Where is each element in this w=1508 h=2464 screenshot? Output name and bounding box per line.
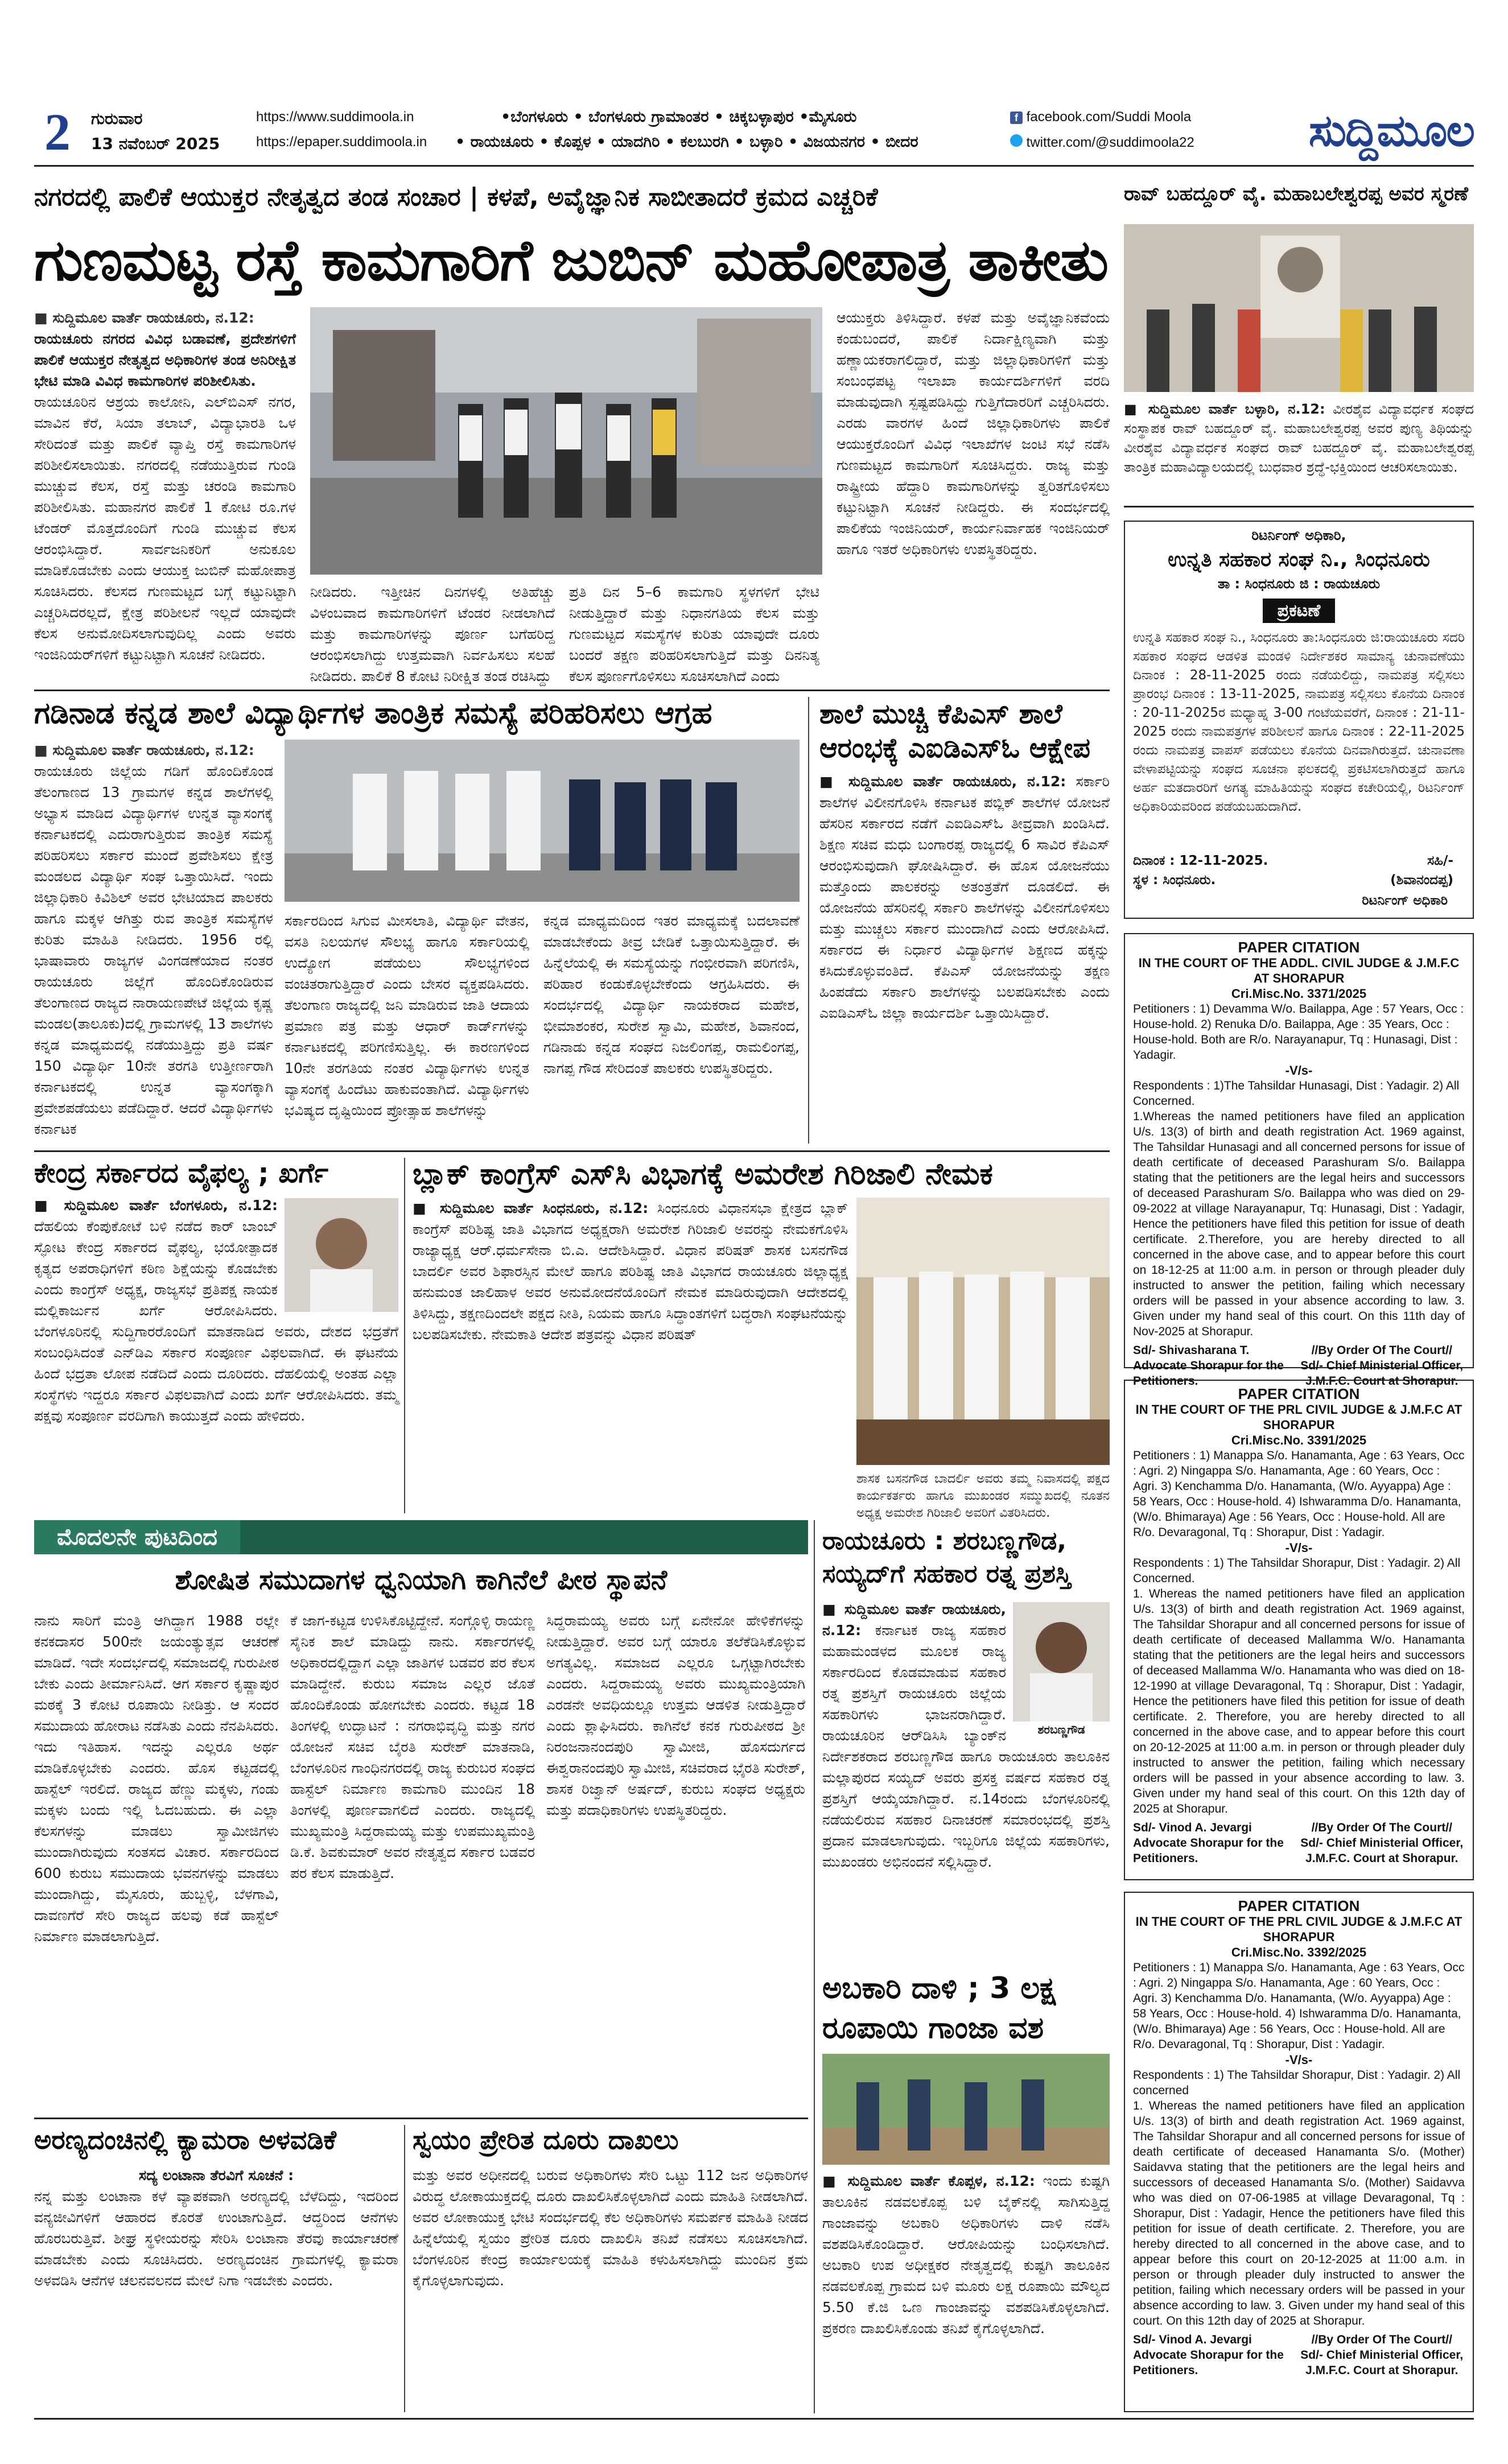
section-banner (34, 1520, 808, 1554)
citation-sign-right: //By Order Of The Court// Sd/- Chief Ministerial Officer, J.M.F.C. Court at Shorapur. (1300, 2333, 1464, 2377)
forest-subhead: ಸದ್ಯ ಲಂಟಾನಾ ತೆರವಿಗೆ ಸೂಚನೆ : (138, 2167, 294, 2184)
lead-byline: ■ ಸುದ್ದಿಮೂಲ ವಾರ್ತೆ ರಾಯಚೂರು, ನ.12: (34, 309, 254, 326)
gadinada-byline: ■ ಸುದ್ದಿಮೂಲ ವಾರ್ತೆ ರಾಯಚೂರು, ನ.12: (34, 742, 254, 758)
congress-column-rule (404, 1158, 405, 1513)
award-photo (1013, 1602, 1110, 1722)
ganja-text: ■ ಸುದ್ದಿಮೂಲ ವಾರ್ತೆ ಕೊಪ್ಪಳ, ನ.12: ಇಂದು ಕುಷ್ಟಗಿ ತಾಲೂಕಿನ ನಡವಲಕೊಪ್ಪ ಬಳಿ ಬೈಕ್‌ನಲ್ಲಿ ಸಾಗಿಸುತ್ತಿದ್ದ ಗಾಂಜಾವನ್ನು ಅಬಕಾರಿ ಅಧಿಕಾರಿಗಳು ದಾಳಿ ನಡೆಸಿ ವಶಪಡಿಸಿಕೊಂಡಿದ್ದಾರೆ. ಆರೋಪಿಯನ್ನು ಬಂಧಿಸಲಾಗಿದೆ. ಅಬಕಾರಿ ಉಪ ಅಧೀಕ್ಷಕರ ನೇತೃತ್ವದಲ್ಲಿ ಕುಷ್ಟಗಿ ತಾಲೂಕಿನ ನಡವಲಕೊಪ್ಪ ಗ್ರಾಮದ ಬಳಿ ಮೂರು ಲಕ್ಷ ರೂಪಾಯಿ ಮೌಲ್ಯದ 5.50 ಕೆ.ಜಿ ಒಣ ಗಾಂಜಾವನ್ನು ವಶಪಡಿಸಿಕೊಳ್ಳಲಾಗಿದೆ. ಪ್ರಕರಣ ದಾಖಲಿಸಿಕೊಂಡು ತನಿಖೆ ಕೈಗೊಳ್ಳಲಾಗಿದೆ. (822, 2173, 1110, 2337)
lead-column-1 (34, 307, 296, 683)
shoshita-column-3: ಸಿದ್ದರಾಮಯ್ಯ ಅವರು ಬಗ್ಗೆ ಏನೇನೋ ಹೇಳಿಕೆಗಳನ್ನು ನೀಡುತ್ತಿದ್ದಾರೆ. ಅವರ ಬಗ್ಗೆ ಯಾರೂ ತಲೆಕೆಡಿಸಿಕೊಳ್ಳುವ ಅಗತ್ಯವಿಲ್ಲ. ಸಮಾಜದ ಎಲ್ಲರೂ ಒಗ್ಗಟ್ಟಾಗಿರಬೇಕು ಎಂದರು. ಸಿದ್ದರಾಮಯ್ಯ ಅವರು ಮುಖ್ಯಮಂತ್ರಿಯಾಗಿ ಎರಡನೇ ಅವಧಿಯಲ್ಲೂ ಉತ್ತಮ ಆಡಳಿತ ನೀಡುತ್ತಿದ್ದಾರೆ ಎಂದು ಶ್ಲಾಘಿಸಿದರು. ಕಾಗಿನೆಲೆ ಕನಕ ಗುರುಪೀಠದ ಶ್ರೀ ನಿರಂಜನಾನಂದಪುರಿ ಸ್ವಾಮೀಜಿ, ಹೊಸದುರ್ಗದ ಈಶ್ವರಾನಂದಪುರಿ ಸ್ವಾಮೀಜಿ, ಸಚಿವರಾದ ಭೈರತಿ ಸುರೇಶ್, ಶಾಸಕ ರಿಜ್ವಾನ್ ಅರ್ಷದ್, ಕುರುಬ ಸಂಘದ ಅಧ್ಯಕ್ಷರು ಮತ್ತು ಪದಾಧಿಕಾರಿಗಳು ಉಪಸ್ಥಿತರಿದ್ದರು. (546, 1612, 805, 1818)
ganja-byline: ■ ಸುದ್ದಿಮೂಲ ವಾರ್ತೆ ಕೊಪ್ಪಳ, ನ.12: (822, 2173, 1035, 2189)
forest-headline: ಅರಣ್ಯದಂಚಿನಲ್ಲಿ ಕ್ಯಾಮರಾ ಅಳವಡಿಕೆ (34, 2124, 336, 2155)
block-congress-byline: ■ ಸುದ್ದಿಮೂಲ ವಾರ್ತೆ ಸಿಂಧನೂರು, ನ.12: (413, 1200, 649, 1216)
citation-court: IN THE COURT OF THE ADDL. CIVIL JUDGE & J.M.F.C AT SHORAPUR (1138, 956, 1460, 985)
citation-court: IN THE COURT OF THE PRL CIVIL JUDGE & J.M.F.C AT SHORAPUR (1135, 1914, 1462, 1944)
award-photo-caption: ಶರಬಣ್ಣಗೌಡ (1037, 1723, 1085, 1736)
divider-3 (34, 2118, 808, 2119)
lead-headline: ಗುಣಮಟ್ಟ ರಸ್ತೆ ಕಾಮಗಾರಿಗೆ ಜುಬಿನ್ ಮಹೋಪಾತ್ರ ತಾಕೀತು (34, 227, 1109, 294)
citation-vs: -V/s- (1285, 1541, 1313, 1555)
block-congress-column-1: ■ ಸುದ್ದಿಮೂಲ ವಾರ್ತೆ ಸಿಂಧನೂರು, ನ.12: ಸಿಂಧನೂರು ವಿಧಾನಸಭಾ ಕ್ಷೇತ್ರದ ಬ್ಲಾಕ್ ಕಾಂಗ್ರೆಸ್ ಪರಿಶಿಷ್ಟ ಜಾತಿ ವಿಭಾಗದ ಅಧ್ಯಕ್ಷರಾಗಿ ಅಮರೇಶ ಗಿರಿಜಾಲಿ ಅವರನ್ನು ನೇಮಕಗೊಳಿಸಿ ರಾಜ್ಯಾಧ್ಯಕ್ಷ ಆರ್.ಧರ್ಮಸೇನಾ ಬಿ.ಎ. ಆದೇಶಿಸಿದ್ದಾರೆ. ವಿಧಾನ ಪರಿಷತ್ ಶಾಸಕ ಬಸನಗೌಡ ಬಾದರ್ಲಿ ಅವರ ಶಿಫಾರಸ್ಸಿನ ಮೇಲೆ ಹಾಗೂ ಪರಿಶಿಷ್ಟ ಜಾತಿ ವಿಭಾಗದ ರಾಯಚೂರು ಜಿಲ್ಲಾಧ್ಯಕ್ಷ ಹನುಮಂತ ಜಾಲಿಹಾಳ ಅವರ ಅನುಮೋದನೆಯೊಂದಿಗೆ ನೇಮಕ ಮಾಡಿರುವುದಾಗಿ ಆದೇಶದಲ್ಲಿ ತಿಳಿಸಿದ್ದು, ತಕ್ಷಣದಿಂದಲೇ ಪಕ್ಷದ ನೀತಿ, ನಿಯಮ ಹಾಗೂ ಸಿದ್ಧಾಂತಗಳಿಗೆ ಬದ್ಧರಾಗಿ ಸಂಘಟನೆಯನ್ನು ಬಲಪಡಿಸಬೇಕು. ನೇಮಕಾತಿ ಆದೇಶ ಪತ್ರವನ್ನು ವಿಧಾನ ಪರಿಷತ್ (413, 1200, 848, 1343)
ganja-headline-box (822, 1968, 1110, 2048)
shoshita-headline: ಶೋಷಿತ ಸಮುದಾಗಳ ಧ್ವನಿಯಾಗಿ ಕಾಗಿನೆಲೆ ಪೀಠ ಸ್ಥಾಪನೆ (175, 1564, 668, 1596)
citation-sign-left: Sd/- Vinod A. Jevargi Advocate Shorapur for the Petitioners. (1133, 2333, 1284, 2377)
bottom-rule (34, 2418, 1474, 2420)
notice-org: ಉನ್ನತಿ ಸಹಕಾರ ಸಂಘ ನಿ., ಸಿಂಧನೂರು (1168, 548, 1430, 571)
citation-title: PAPER CITATION (1238, 939, 1360, 956)
citation-case: Cri.Misc.No. 3371/2025 (1231, 987, 1367, 1001)
notice-box (1124, 521, 1474, 919)
school-column-rule (808, 697, 809, 1144)
divider-2 (34, 1150, 1110, 1152)
citation-respondents: Respondents : 1)The Tahsildar Hunasagi, Dist : Yadagir. 2) All Concerned. (1133, 1079, 1460, 1108)
kharge-text: ■ ಸುದ್ದಿಮೂಲ ವಾರ್ತೆ ಬೆಂಗಳೂರು, ನ.12: ದೆಹಲಿಯ ಕೆಂಪುಕೋಟೆ ಬಳಿ ನಡೆದ ಕಾರ್ ಬಾಂಬ್ ಸ್ಫೋಟ ಕೇಂದ್ರ ಸರ್ಕಾರದ ವೈಫಲ್ಯ, ಭಯೋತ್ಪಾದಕ ಕೃತ್ಯದ ಅಪರಾಧಿಗಳಿಗೆ ಕಠಿಣ ಶಿಕ್ಷೆಯನ್ನು ಕೊಡಬೇಕು ಎಂದು ಕಾಂಗ್ರೆಸ್ ಅಧ್ಯಕ್ಷ, ರಾಜ್ಯಸಭೆ ಪ್ರತಿಪಕ್ಷ ನಾಯಕ ಮಲ್ಲಿಕಾರ್ಜುನ ಖರ್ಗೆ ಆರೋಪಿಸಿದರು. ಬೆಂಗಳೂರಿನಲ್ಲಿ ಸುದ್ದಿಗಾರರೊಂದಿಗೆ ಮಾತನಾಡಿದ ಅವರು, ದೇಶದ ಭದ್ರತೆಗೆ ಸಂಬಂಧಿಸಿದಂತೆ ಎನ್‌ಡಿಎ ಸರ್ಕಾರ ಸಂಪೂರ್ಣ ವಿಫಲವಾಗಿದೆ. ಈ ಘಟನೆಯ ಹಿಂದೆ ಭದ್ರತಾ ಲೋಪ ನಡೆದಿದೆ ಎಂದು ದೂರಿದರು. ದೆಹಲಿಯಲ್ಲಿ ಅಂತಹ ಎಲ್ಲಾ ಸಂಸ್ಥೆಗಳು ಇದ್ದರೂ ಸರ್ಕಾರ ವಿಫಲವಾಗಿದೆ ಎಂದು ಖರ್ಗೆ ಆರೋಪಿಸಿದರು. ತಮ್ಮ ಪಕ್ಷವು ಸಂಪೂರ್ಣ ವರದಿಗಾಗಿ ಕಾಯುತ್ತದೆ ಎಂದು ಹೇಳಿದರು. (34, 1197, 398, 1424)
citation-body: 1. Whereas the named petitioners have filed an application U/s. 13(3) of birth and death registration Act. 1969 against, The Tahsildar Shorapur and all concerned persons for issue of death certificate of deceased Mallamma W/o. Hanamanta stating that the petitioners are the legal heirs and successors of deceased Mallamma W/o. Hanamanta who was died on 18-12-1990 at village Devaragonal, Tq : Shorapur, Dist : Yadagir, Hence the petitioners have filed this petition for issue of death certificate. 2. Therefore, you are hereby directed to all concerned in the above case, and to appear before this court on 20-12-2025 at 11:00 a.m. in person or through pleader duly instructed to answer the petition, failing which necessary orders will be passed in your absence according to law. 3. Given under my hand seal of this court. On this 12th day of 2025 at Shorapur. (1133, 1587, 1465, 1815)
twitter-link[interactable]: twitter.com/@suddimoola22 (1010, 134, 1194, 151)
tribute-photo (1124, 224, 1474, 392)
block-congress-photo-scene (856, 1198, 1110, 1465)
url-website[interactable]: https://www.suddimoola.in (256, 109, 414, 125)
ganja-headline: ಅಬಕಾರಿ ದಾಳಿ ; 3 ಲಕ್ಷ ರೂಪಾಯಿ ಗಾಂಜಾ ವಶ (822, 1971, 1056, 2045)
award-photo-block (1013, 1602, 1110, 1737)
citation-vs: -V/s- (1285, 2053, 1313, 2067)
citation-respondents: Respondents : 1) The Tahsildar Shorapur, Dist : Yadagir. 2) All Concerned. (1133, 1557, 1461, 1585)
notice-sd: ಸಹಿ/- (1427, 853, 1453, 869)
kharge-headline: ಕೇಂದ್ರ ಸರ್ಕಾರದ ವೈಫಲ್ಯ ; ಖರ್ಗೆ (34, 1157, 328, 1189)
gadinada-headline: ಗಡಿನಾಡ ಕನ್ನಡ ಶಾಲೆ ವಿದ್ಯಾರ್ಥಿಗಳ ತಾಂತ್ರಿಕ ಸಮಸ್ಯೆ ಪರಿಹರಿಸಲು ಆಗ್ರಹ (34, 696, 712, 730)
tribute-byline: ■ ಸುದ್ದಿಮೂಲ ವಾರ್ತೆ ಬಳ್ಳಾರಿ, ನ.12: (1124, 401, 1325, 417)
gadinada-column-3: ಕನ್ನಡ ಮಾಧ್ಯಮದಿಂದ ಇತರ ಮಾಧ್ಯಮಕ್ಕೆ ಬದಲಾವಣೆ ಮಾಡಬೇಕೆಂದು ತೀವ್ರ ಬೇಡಿಕೆ ಒತ್ತಾಯಿಸುತ್ತಿದ್ದಾರೆ. ಈ ಹಿನ್ನೆಲೆಯಲ್ಲಿ ಈ ಸಮಸ್ಯೆಯನ್ನು ಗಂಭೀರವಾಗಿ ಪರಿಗಣಿಸಿ, ಪರಿಹಾರ ಕಂಡುಕೊಳ್ಳಬೇಕೆಂದು ಆಗ್ರಹಿಸಿದರು. ಈ ಸಂದರ್ಭದಲ್ಲಿ ವಿದ್ಯಾರ್ಥಿ ನಾಯಕರಾದ ಮಹೇಶ, ಭೀಮಾಶಂಕರ, ಸುರೇಶ ಸ್ವಾಮಿ, ಮಹೇಶ, ಶಿವಾನಂದ, ಗಡಿನಾಡು ಕನ್ನಡ ಸಂಘದ ನಿಜಲಿಂಗಪ್ಪ, ರಾಮಲಿಂಗಪ್ಪ, ನಾಗಪ್ಪ ಗೌಡ ಸೇರಿದಂತೆ ಪಾಲಕರು ಉಪಸ್ಥಿತರಿದ್ದರು. (543, 913, 800, 1076)
citation-case: Cri.Misc.No. 3391/2025 (1231, 1433, 1367, 1447)
citation-court: IN THE COURT OF THE PRL CIVIL JUDGE & J.M.F.C AT SHORAPUR (1135, 1402, 1462, 1432)
cities-row-2: • ರಾಯಚೂರು • ಕೊಪ್ಪಳ • ಯಾದಗಿರಿ • ಕಲಬುರಗಿ • ಬಳ್ಳಾರಿ • ವಿಜಯನಗರ • ಬೀದರ (455, 133, 918, 151)
citation-petitioners: Petitioners : 1) Manappa S/o. Hanamanta, Age : 63 Years, Occ : Agri. 2) Ningappa S/o. Hanamanta, Age : 60 Years, Occ : Agri. 3) Kenchamma D/o. Hanamanta, (W/o. Ayyappa) Age : 58 Years, Occ : House-hold. 4) Ishwaramma D/o. Hanamanta, (W/o. Bhimaraya) Age : 56 Years, Occ : House-hold. All are R/o. Devaragonal, Tq : Shorapur, Dist : Yadagir. (1133, 1449, 1465, 1539)
notice-officer-bottom: ರಿಟರ್ನಿಂಗ್ ಅಧಿಕಾರಿ (1362, 893, 1448, 909)
gadinada-photo (285, 740, 800, 902)
school-text: ■ ಸುದ್ದಿಮೂಲ ವಾರ್ತೆ ರಾಯಚೂರು, ನ.12: ಸರ್ಕಾರಿ ಶಾಲೆಗಳ ವಿಲೀನಗೊಳಿಸಿ ಕರ್ನಾಟಕ ಪಬ್ಲಿಕ್ ಶಾಲೆಗಳ ಯೋಜನೆ ಹೆಸರಿನ ಸರ್ಕಾರದ ನಡೆಗೆ ಎಐಡಿಎಸ್‌ಓ ತೀವ್ರವಾಗಿ ಖಂಡಿಸಿದೆ. ಶಿಕ್ಷಣ ಸಚಿವ ಮಧು ಬಂಗಾರಪ್ಪ ರಾಜ್ಯದಲ್ಲಿ 6 ಸಾವಿರ ಕೆಪಿಎಸ್ ಆರಂಭಿಸುವುದಾಗಿ ಘೋಷಿಸಿದ್ದಾರೆ. ಈ ಹೊಸ ಯೋಜನೆಯು ಮತ್ತೊಂದು ಪಾಲಕರನ್ನು ಅತಂತ್ರತೆಗೆ ದೂಡಲಿದೆ. ಈ ಯೋಜನೆಯ ಹೆಸರಿನಲ್ಲಿ ಸರ್ಕಾರಿ ಶಾಲೆಗಳನ್ನು ವಿಲೀನಗೊಳಿಸಲು ಮತ್ತು ಮುಚ್ಚಲು ಸರ್ಕಾರ ಮುಂದಾಗಿದೆ ಎಂದು ಆರೋಪಿಸಿದೆ. ಸರ್ಕಾರದ ಈ ನಿರ್ಧಾರ ವಿದ್ಯಾರ್ಥಿಗಳ ಶಿಕ್ಷಣದ ಹಕ್ಕನ್ನು ಕಸಿದುಕೊಳ್ಳುವಂತಿದೆ. ಕೆಪಿಎಸ್ ಯೋಜನೆಯನ್ನು ತಕ್ಷಣ ಹಿಂಪಡೆದು ಸರ್ಕಾರಿ ಶಾಲೆಗಳನ್ನು ಬಲಪಡಿಸಬೇಕು ಎಂದು ಎಐಡಿಎಸ್‌ಓ ಜಿಲ್ಲಾ ಕಾರ್ಯದರ್ಶಿ ಒತ್ತಾಯಿಸಿದ್ದಾರೆ. (819, 773, 1110, 1021)
masthead-rule (34, 165, 1474, 167)
lead-col1-text: ರಾಯಚೂರಿನ ಆಶ್ರಯ ಕಾಲೋನಿ, ಎಲ್‌ಬಿಎಸ್ ನಗರ, ಮಾವಿನ ಕೆರೆ, ಸಿಯಾ ತಲಾಬ್, ವಿದ್ಯಾಭಾರತಿ ಒಳ ಸೇರಿದಂತೆ ಮತ್ತು ಪಾಲಿಕೆ ವ್ಯಾಪ್ತಿ ರಸ್ತೆ ಕಾಮಗಾರಿಗಳ ಪರಿಶೀಲಿಸಲಾಯಿತು. ನಗರದಲ್ಲಿ ನಡೆಯುತ್ತಿರುವ ಗುಂಡಿ ಮುಚ್ಚುವ ಕೆಲಸ, ರಸ್ತೆ ಮತ್ತು ಚರಂಡಿ ಕಾಮಗಾರಿ ಪರಿಶೀಲಿಸಿತು. ಮಹಾನಗರ ಪಾಲಿಕೆ 1 ಕೋಟಿ ರೂ.ಗಳ ಟೆಂಡರ್ ಮೊತ್ತದೊಂದಿಗೆ ಗುಂಡಿ ಮುಚ್ಚುವ ಕೆಲಸ ಆರಂಭಿಸಿದ್ದಾರೆ. ಸಾರ್ವಜನಿಕರಿಗೆ ಅನುಕೂಲ ಮಾಡಿಕೊಡಬೇಕು ಎಂದು ಆಯುಕ್ತ ಜುಬಿನ್ ಮಹೋಪಾತ್ರ ಸೂಚಿಸಿದರು. ಕೆಲಸದ ಗುಣಮಟ್ಟದ ಬಗ್ಗೆ ಕಟ್ಟುನಿಟ್ಟಾಗಿ ಎಚ್ಚರಿಸಿದರಲ್ಲದೆ, ಕ್ಷೇತ್ರ ಪರಿಶೀಲನೆ ಇಲ್ಲದೆ ಯಾವುದೇ ಕೆಲಸ ಅನುಮೋದಿಸಲಾಗುವುದಿಲ್ಲ ಎಂದು ಅವರು ಇಂಜಿನಿಯರ್‌ಗಳಿಗೆ ಕಟ್ಟುನಿಟ್ಟಾಗಿ ಸೂಚನೆ ನೀಡಿದರು. (34, 394, 296, 663)
citation-petitioners: Petitioners : 1) Devamma W/o. Bailappa, Age : 57 Years, Occ : House-hold. 2) Renuka D/o. Bailappa, Age : 35 Years, Occ : House-hold. Both are R/o. Narayanapur, Tq : Hunasagi, Dist : Yadagir. (1133, 1002, 1464, 1062)
lead-column-4: ಆಯುಕ್ತರು ತಿಳಿಸಿದ್ದಾರೆ. ಕಳಪೆ ಮತ್ತು ಅವೈಜ್ಞಾನಿಕವೆಂದು ಕಂಡುಬಂದರೆ, ಪಾಲಿಕೆ ನಿರ್ದಾಕ್ಷಿಣ್ಯವಾಗಿ ಮತ್ತು ಹಣ್ಣಾಯಕರಾಗಲಿದ್ದಾರೆ, ಮತ್ತು ಜಿಲ್ಲಾಧಿಕಾರಿಗಳಿಗೆ ಮತ್ತು ಸಂಬಂಧಪಟ್ಟ ಇಲಾಖಾ ಕಾರ್ಯದರ್ಶಿಗಳಿಗೆ ವರದಿ ಮಾಡುವುದಾಗಿ ಸ್ಪಷ್ಟಪಡಿಸಿದ್ದು ಗುತ್ತಿಗೆದಾರರಿಗೆ ಎಚ್ಚರಿಸಿದರು. ಎರಡು ವಾರಗಳ ಹಿಂದೆ ಜಿಲ್ಲಾಧಿಕಾರಿಗಳು ಪಾಲಿಕೆ ಆಯುಕ್ತರೊಂದಿಗೆ ವಿವಿಧ ಇಲಾಖೆಗಳ ಜಂಟಿ ಸಭೆ ನಡೆಸಿ ಗುಣಮಟ್ಟದ ಕಾಮಗಾರಿಗೆ ಸೂಚಿಸಿದ್ದರು. ರಾಜ್ಯ ಮತ್ತು ರಾಷ್ಟ್ರೀಯ ಹೆದ್ದಾರಿ ಕಾಮಗಾರಿಗಳನ್ನು ತ್ವರಿತಗೊಳಿಸಲು ಕಟ್ಟುನಿಟ್ಟಾಗಿ ಸೂಚನೆ ನೀಡಿದ್ದರು. ಈ ಸಂದರ್ಭದಲ್ಲಿ ಪಾಲಿಕೆಯ ಇಂಜಿನಿಯರ್, ಕಾರ್ಯನಿರ್ವಾಹಕ ಇಂಜಿನಿಯರ್ ಹಾಗೂ ಇತರೆ ಅಧಿಕಾರಿಗಳು ಉಪಸ್ಥಿತರಿದ್ದರು. (837, 309, 1110, 558)
gadinada-column-2: ಸರ್ಕಾರದಿಂದ ಸಿಗುವ ಮೀಸಲಾತಿ, ವಿದ್ಯಾರ್ಥಿ ವೇತನ, ವಸತಿ ನಿಲಯಗಳ ಸೌಲಭ್ಯ ಹಾಗೂ ಸರ್ಕಾರಿಯಲ್ಲಿ ಉದ್ಯೋಗ ಪಡೆಯಲು ಸೌಲಭ್ಯಗಳಿಂದ ವಂಚಿತರಾಗುತ್ತಿದ್ದಾರೆ ಎಂದು ಬೇಸರ ವ್ಯಕ್ತಪಡಿಸಿದರು. ತೆಲಂಗಾಣ ರಾಜ್ಯದಲ್ಲಿ ಜನಿ ಮಾಡಿರುವ ಜಾತಿ ಆದಾಯ ಪ್ರಮಾಣ ಪತ್ರ ಮತ್ತು ಆಧಾರ್ ಕಾರ್ಡ್‌ಗಳನ್ನು ಕರ್ನಾಟಕದಲ್ಲಿ ಪರಿಗಣಿಸುತ್ತಿಲ್ಲ. ಈ ಕಾರಣಗಳಿಂದ 10ನೇ ತರಗತಿಯ ನಂತರ ವಿದ್ಯಾರ್ಥಿಗಳು ಉನ್ನತ ವ್ಯಾಸಂಗಕ್ಕೆ ಹಿಂದೆಟು ಹಾಕುವಂತಾಗಿದೆ. ವಿದ್ಯಾರ್ಥಿಗಳು ಭವಿಷ್ಯದ ದೃಷ್ಟಿಯಿಂದ ಪ್ರೋತ್ಸಾಹ ಶಾಲೆಗಳನ್ನು (285, 913, 529, 1119)
school-headline: ಶಾಲೆ ಮುಚ್ಚಿ ಕೆಪಿಎಸ್ ಶಾಲೆ ಆರಂಭಕ್ಕೆ ಎಐಡಿಎಸ್‌ಓ ಆಕ್ಷೇಪ (819, 698, 1091, 764)
citation-sign-right: //By Order Of The Court// Sd/- Chief Ministerial Officer, J.M.F.C. Court at Shorapur. (1300, 1821, 1464, 1865)
forest-text: ಸದ್ಯ ಲಂಟಾನಾ ತೆರವಿಗೆ ಸೂಚನೆ : ನನ್ನ ಮತ್ತು ಲಂಟಾನಾ ಕಳೆ ವ್ಯಾಪಕವಾಗಿ ಅರಣ್ಯದಲ್ಲಿ ಬೆಳೆದಿದ್ದು, ಇದರಿಂದ ವನ್ಯಜೀವಿಗಳಿಗೆ ಆಹಾರದ ಕೊರತೆ ಉಂಟಾಗುತ್ತಿದೆ. ಆದ್ದರಿಂದ ಆನೆಗಳು ಹೊರಬರುತ್ತಿವೆ. ಶೀಘ್ರ ಸ್ಥಳೀಯರನ್ನು ಸೇರಿಸಿ ಲಂಟಾನಾ ತೆರವು ಕಾರ್ಯಾಚರಣೆ ಮಾಡಬೇಕು ಎಂದು ಸೂಚಿಸಿದರು. ಅರಣ್ಯದಂಚಿನ ಗ್ರಾಮಗಳಲ್ಲಿ ಕ್ಯಾಮರಾ ಅಳವಡಿಸಿ ಆನೆಗಳ ಚಲನವಲನದ ಮೇಲೆ ನಿಗಾ ಇಡಬೇಕು ಎಂದರು. (34, 2165, 398, 2412)
citation-sign-left: Sd/- Shivasharana T. Advocate Shorapur for the Petitioners. (1133, 1344, 1284, 1388)
citation-title: PAPER CITATION (1238, 1897, 1360, 1914)
citation-sign-left: Sd/- Vinod A. Jevargi Advocate Shorapur for the Petitioners. (1133, 1821, 1284, 1865)
shoshita-column-2: ಕೆ ಜಾಗ-ಕಟ್ಟಡ ಉಳಿಸಿಕೊಟ್ಟಿದ್ದೇನೆ. ಸಂಗ್ಗೊಳ್ಳಿ ರಾಯಣ್ಣ ಸೈನಿಕ ಶಾಲೆ ಮಾಡಿದ್ದು ನಾನು. ಸರ್ಕಾರಗಳಲ್ಲಿ ಅಧಿಕಾರದಲ್ಲಿದ್ದಾಗ ಎಲ್ಲಾ ಜಾತಿಗಳ ಬಡವರ ಪರ ಕೆಲಸ ಮಾಡಿದ್ದೇನೆ. ಕುರುಬ ಸಮಾಜ ಎಲ್ಲರ ಜೊತೆ ಹೊಂದಿಕೊಂಡು ಹೋಗಬೇಕು ಎಂದರು. ಕಟ್ಟಡ 18 ತಿಂಗಳಲ್ಲಿ ಉದ್ಘಾಟನೆ : ನಗರಾಭಿವೃದ್ಧಿ ಮತ್ತು ನಗರ ಯೋಜನೆ ಸಚಿವ ಬೈರತಿ ಸುರೇಶ್ ಮಾತನಾಡಿ, ಬೆಂಗಳೂರಿನ ಗಾಂಧಿನಗರದಲ್ಲಿ ರಾಜ್ಯ ಕುರುಬರ ಸಂಘದ ಹಾಸ್ಟೆಲ್ ನಿರ್ಮಾಣ ಕಾಮಗಾರಿ ಮುಂದಿನ 18 ತಿಂಗಳಲ್ಲಿ ಪೂರ್ಣವಾಗಲಿದೆ ಎಂದರು. ರಾಜ್ಯದಲ್ಲಿ ಮುಖ್ಯಮಂತ್ರಿ ಸಿದ್ದರಾಮಯ್ಯ ಮತ್ತು ಉಪಮುಖ್ಯಮಂತ್ರಿ ಡಿ.ಕೆ. ಶಿವಕುಮಾರ್ ಅವರ ನೇತೃತ್ವದ ಸರ್ಕಾರ ಬಡವರ ಪರ ಕೆಲಸ ಮಾಡುತ್ತಿದೆ. (290, 1612, 535, 1881)
notice-text: ಉನ್ನತಿ ಸಹಕಾರ ಸಂಘ ನಿ., ಸಿಂಧನೂರು ತಾ:ಸಿಂಧನೂರು ಜಿ:ರಾಯಚೂರು ಸದರಿ ಸಹಕಾರ ಸಂಘದ ಆಡಳಿತ ಮಂಡಳಿ ನಿರ್ದೇಶಕರ ಸಾಮಾನ್ಯ ಚುನಾವಣೆಯು ದಿನಾಂಕ : 28-11-2025 ರಂದು ನಡೆಯಲಿದ್ದು, ನಾಮಪತ್ರ ಸಲ್ಲಿಸಲು ಪ್ರಾರಂಭ ದಿನಾಂಕ : 13-11-2025, ನಾಮಪತ್ರ ಸಲ್ಲಿಸಲು ಕೊನೆಯ ದಿನಾಂಕ : 20-11-2025ರ ಮಧ್ಯಾಹ್ನ 3-00 ಗಂಟೆಯವರೆಗೆ, ದಿನಾಂಕ : 21-11-2025 ರಂದು ನಾಮಪತ್ರಗಳ ಪರಿಶೀಲನೆ ಹಾಗೂ ದಿನಾಂಕ : 22-11-2025 ರಂದು ನಾಮಪತ್ರ ವಾಪಸ್ ಪಡೆಯಲು ಕೊನೆಯ ದಿನವಾಗಿರುತ್ತದೆ. ಚುನಾವಣಾ ವೇಳಾಪಟ್ಟಿಯನ್ನು ಸಂಘದ ಸೂಚನಾ ಫಲಕದಲ್ಲಿ ಪ್ರಕಟಿಸಲಾಗಿರುತ್ತದೆ ಹಾಗೂ ಅರ್ಹ ಮತದಾರರಿಗೆ ಅಗತ್ಯ ಮಾಹಿತಿಯನ್ನು ಸಂಘದ ಕಚೇರಿಯಲ್ಲಿ, ರಿಟರ್ನಿಂಗ್ ಅಧಿಕಾರಿಯವರಿಂದ ಪಡೆಯಬಹುದಾಗಿದೆ. (1133, 630, 1465, 815)
citation-body: 1.Whereas the named petitioners have filed an application U/s. 13(3) of birth and death registration Act. 1969 against, The Tahsildar Hunasagi and all concerned persons for issue of death certificate of deceased Parashuram S/o. Bailappa stating that the petitioners are the legal heirs and successors of deceased Parashuram S/o. Bailappa who was died on 29-09-2022 at village Narayanapur, Tq: Hunasagi, Dist : Yadagir, Hence the petitioners have filed this petition for issue of death certificate. 2.Therefore, you are hereby directed to all concerned in the above case, and to appear before this court on 18-12-25 at 11:00 a.m. in person or through pleader duly instructed to answer the petition, failing which necessary orders will be passed in your absence according to law. 3. Given under my hand seal of this court. On this 11th day of Nov-2025 at Shorapur. (1133, 1110, 1465, 1338)
notice-place: ತಾ : ಸಿಂಧನೂರು ಜಿ : ರಾಯಚೂರು (1217, 576, 1381, 592)
raichur-award-text: ಶರಬಣ್ಣಗೌಡ ■ ಸುದ್ದಿಮೂಲ ವಾರ್ತೆ ರಾಯಚೂರು, ನ.12: ಕರ್ನಾಟಕ ರಾಜ್ಯ ಸಹಕಾರ ಮಹಾಮಂಡಳದ ಮೂಲಕ ರಾಜ್ಯ ಸರ್ಕಾರದಿಂದ ಕೊಡಮಾಡುವ ಸಹಕಾರ ರತ್ನ ಪ್ರಶಸ್ತಿಗೆ ರಾಯಚೂರು ಜಿಲ್ಲೆಯ ಸಹಕಾರಿಗಳು ಭಾಜನರಾಗಿದ್ದಾರೆ. ರಾಯಚೂರಿನ ಆರ್‌ಡಿಸಿಸಿ ಬ್ಯಾಂಕ್‌ನ ನಿರ್ದೇಶಕರಾದ ಶರಬಣ್ಣಗೌಡ ಹಾಗೂ ರಾಯಚೂರು ತಾಲೂಕಿನ ಮಲ್ಲಾಪುರದ ಸಯ್ಯದ್ ಅವರು ಪ್ರಸಕ್ತ ವರ್ಷದ ಸಹಕಾರ ರತ್ನ ಪ್ರಶಸ್ತಿಗೆ ಆಯ್ಕೆಯಾಗಿದ್ದಾರೆ. ನ.14ರಂದು ಬೆಂಗಳೂರಿನಲ್ಲಿ ನಡೆಯಲಿರುವ ಸಹಕಾರ ದಿನಾಚರಣೆ ಸಮಾರಂಭದಲ್ಲಿ ಪ್ರಶಸ್ತಿ ಪ್ರದಾನ ಮಾಡಲಾಗುವುದು. ಇಬ್ಬರಿಗೂ ಜಿಲ್ಲೆಯ ಸಹಕಾರಿಗಳು, ಮುಖಂಡರು ಅಭಿನಂದನೆ ಸಲ್ಲಿಸಿದ್ದಾರೆ. (822, 1601, 1110, 1870)
citation-vs: -V/s- (1285, 1063, 1313, 1078)
notice-officer-top: ರಿಟರ್ನಿಂಗ್ ಅಧಿಕಾರಿ, (1251, 527, 1346, 543)
block-congress-column-2: ಶಾಸಕ ಬಸನಗೌಡ ಬಾದರ್ಲಿ ಅವರು ತಮ್ಮ ನಿವಾಸದಲ್ಲಿ ಪಕ್ಷದ ಕಾರ್ಯಕರ್ತರು ಹಾಗೂ ಮುಖಂಡರ ಸಮ್ಮುಖದಲ್ಲಿ ನೂತನ ಅಧ್ಯಕ್ಷ ಅಮರೇಶ ಗಿರಿಜಾಲಿ ಅವರಿಗೆ ವಿತರಿಸಿದರು. (856, 1472, 1110, 1520)
lead-column-3: ಪ್ರತಿ ದಿನ 5–6 ಕಾಮಗಾರಿ ಸ್ಥಳಗಳಿಗೆ ಭೇಟಿ ನೀಡುತ್ತಿದ್ದಾರೆ ಮತ್ತು ನಿಧಾನಗತಿಯ ಕೆಲಸ ಮತ್ತು ಗುಣಮಟ್ಟದ ಸಮಸ್ಯೆಗಳ ಕುರಿತು ಯಾವುದೇ ದೂರು ಬಂದರೆ ತಕ್ಷಣ ಪರಿಹರಿಸಲಾಗುತ್ತಿದೆ ಮತ್ತು ದಿನನಿತ್ಯ ಕೆಲಸ ಪೂರ್ಣಗೊಳಿಸಲು ಸೂಚಿಸಲಾಗಿದೆ ಎಂದು (569, 584, 819, 684)
divider-1 (34, 690, 1110, 691)
complaint-headline: ಸ್ವಯಂ ಪ್ರೇರಿತ ದೂರು ದಾಖಲು (413, 2124, 679, 2155)
lead-photo (310, 307, 822, 575)
url-epaper[interactable]: https://epaper.suddimoola.in (256, 134, 427, 150)
kharge-photo (285, 1198, 398, 1312)
citation-2 (1124, 1380, 1474, 1880)
masthead-date: 13 ನವೆಂಬರ್ 2025 (91, 134, 220, 153)
citation-title: PAPER CITATION (1238, 1385, 1360, 1402)
complaint-column-rule (404, 2125, 405, 2412)
masthead (34, 102, 1474, 159)
tribute-box (1124, 183, 1474, 507)
citation-body: 1. Whereas the named petitioners have filed an application U/s. 13(3) of birth and death registration Act. 1969 against, The Tahsildar Shorapur and all concerned persons for issue of death certificate of deceased Hanamanta S/o. (Mother) Saidavva stating that the petitioners are the legal heirs and successors of deceased Hanamanta S/o. (Mother) Saidavva who was died on 07-06-1985 at village Devaragonal, Tq : Shorapur, Dist : Yadagir, Hence the petitioners have filed this petition for issue of death certificate. 2. Therefore, you are hereby directed to all concerned in the above case, and to appear before this court on 20-12-2025 at 11:00 a.m. in person or through pleader duly instructed to answer the petition, failing which necessary orders will be passed in your absence according to law. 3. Given under my hand seal of this court. On this 12th day of 2025 at Shorapur. (1133, 2099, 1465, 2327)
notice-officer-name: (ಶಿವಾನಂದಪ್ಪ) (1390, 873, 1453, 888)
lead-photo-scene (310, 307, 822, 575)
gadinada-photo-scene (285, 740, 800, 902)
tribute-photo-scene (1124, 224, 1474, 392)
lead-kicker: ನಗರದಲ್ಲಿ ಪಾಲಿಕೆ ಆಯುಕ್ತರ ನೇತೃತ್ವದ ತಂಡ ಸಂಚಾರ | ಕಳಪೆ, ಅವೈಜ್ಞಾನಿಕ ಸಾಬೀತಾದರೆ ಕ್ರಮದ ಎಚ್ಚರಿಕೆ (34, 183, 878, 212)
cities-row-1: •ಬೆಂಗಳೂರು • ಬೆಂಗಳೂರು ಗ್ರಾಮಾಂತರ • ಚಿಕ್ಕಬಳ್ಳಾಪುರ •ಮೈಸೂರು (501, 108, 857, 126)
facebook-link[interactable]: f facebook.com/Suddi Moola (1010, 109, 1191, 125)
ganja-photo-scene (822, 2054, 1110, 2165)
citation-sign-right: //By Order Of The Court// Sd/- Chief Ministerial Officer, J.M.F.C. Court at Shorapur. (1300, 1344, 1464, 1388)
kharge-byline: ■ ಸುದ್ದಿಮೂಲ ವಾರ್ತೆ ಬೆಂಗಳೂರು, ನ.12: (34, 1197, 278, 1214)
ganja-photo (822, 2054, 1110, 2165)
lead-column-2: ನೀಡಿದರು. ಇತ್ತೀಚಿನ ದಿನಗಳಲ್ಲಿ ಅತಿಹೆಚ್ಚು ವಿಳಂಬವಾದ ಕಾಮಗಾರಿಗಳಿಗೆ ಟೆಂಡರ ನೀಡಲಾಗಿದೆ ಮತ್ತು ಕಾಮಗಾರಿಗಳನ್ನು ಪೂರ್ಣ ಬಗೆಹರಿದ್ದ ಆರಂಭಿಸಲಾಗಿದ್ದು ಉತ್ತಮವಾಗಿ ನಿರ್ವಹಿಸಲು ಸಲಹೆ ನೀಡಿದರು. ಪಾಲಿಕೆ 8 ಕೋಟಿ ನಿರೀಕ್ಷಿತ ತಂಡ ರಚಿಸಿದ್ದು (310, 584, 555, 684)
masthead-day: ಗುರುವಾರ (91, 109, 143, 128)
notice-place-line: ಸ್ಥಳ : ಸಿಂಧನೂರು. (1133, 873, 1216, 888)
school-byline: ■ ಸುದ್ದಿಮೂಲ ವಾರ್ತೆ ರಾಯಚೂರು, ನ.12: (819, 773, 1066, 790)
block-congress-headline: ಬ್ಲಾಕ್ ಕಾಂಗ್ರೆಸ್ ಎಸ್‌ಸಿ ವಿಭಾಗಕ್ಕೆ ಅಮರೇಶ ಗಿರಿಜಾಲಿ ನೇಮಕ (413, 1157, 993, 1191)
complaint-text: ಮತ್ತು ಅವರ ಅಧೀನದಲ್ಲಿ ಬರುವ ಅಧಿಕಾರಿಗಳು ಸೇರಿ ಒಟ್ಟು 112 ಜನ ಅಧಿಕಾರಿಗಳ ವಿರುದ್ಧ ಲೋಕಾಯುಕ್ತದಲ್ಲಿ ದೂರು ದಾಖಲಿಸಿಕೊಳ್ಳಲಾಗಿದೆ ಎಂದು ಮಾಹಿತಿ ನೀಡಲಾಗಿದೆ. ಅವರ ಲೋಕಾಯುಕ್ತ ಭೇಟಿ ಸಂದರ್ಭದಲ್ಲಿ ಕೆಲ ಅಧಿಕಾರಿಗಳು ಸಮರ್ಪಕ ಮಾಹಿತಿ ನೀಡದ ಹಿನ್ನೆಲೆಯಲ್ಲಿ ಸ್ವಯಂ ಪ್ರೇರಿತ ದೂರು ದಾಖಲಿಸಿ ತನಿಖೆ ನಡೆಸಲು ಸೂಚಿಸಲಾಗಿದೆ. ಬೆಂಗಳೂರಿನ ಕೇಂದ್ರ ಕಾರ್ಯಾಲಯಕ್ಕೆ ಮಾಹಿತಿ ಕಳುಹಿಸಲಾಗಿದ್ದು ಮುಂದಿನ ಕ್ರಮ ಕೈಗೊಳ್ಳಲಾಗುವುದು. (413, 2167, 808, 2289)
raichur-award-headline: ರಾಯಚೂರು : ಶರಬಣ್ಣಗೌಡ, ಸಯ್ಯದ್‌ಗೆ ಸಹಕಾರ ರತ್ನ ಪ್ರಶಸ್ತಿ (822, 1526, 1072, 1588)
notice-date: ದಿನಾಂಕ : 12-11-2025. (1133, 853, 1268, 869)
citation-respondents: Respondents : 1) The Tahsildar Shorapur, Dist : Yadagir. 2) All concerned (1133, 2069, 1461, 2097)
shoshita-column-1: ನಾನು ಸಾರಿಗೆ ಮಂತ್ರಿ ಆಗಿದ್ದಾಗ 1988 ರಲ್ಲೇ ಕನಕದಾಸರ 500ನೇ ಜಯಂತ್ಯುತ್ಸವ ಆಚರಣೆ ಮಾಡಿದೆ. ಇದೇ ಸಂದರ್ಭದಲ್ಲಿ ಸಮಾಜದಲ್ಲಿ ಗುರುಪೀಠ ಬೇಕು ಎಂದು ತೀರ್ಮಾನಿಸಿದೆ. ಆಗ ಸರ್ಕಾರ ಕೃಷ್ಣಾಪುರ ಮಠಕ್ಕೆ 3 ಕೋಟಿ ರೂಪಾಯಿ ನೀಡಿತ್ತು. ಆ ಸಂದರ ಸಮುದಾಯ ಹೋರಾಟ ನಡೆಸಿತು ಎಂದು ನೆನಪಿಸಿದರು. ಇದು ಇತಿಹಾಸ. ಇದನ್ನು ಎಲ್ಲರೂ ಅರ್ಥ ಮಾಡಿಕೊಳ್ಳಬೇಕು ಎಂದರು. ಹೊಸ ಕಟ್ಟಡದಲ್ಲಿ ಹಾಸ್ಟೆಲ್ ಇರಲಿದೆ. ರಾಜ್ಯದ ಹೆಣ್ಣು ಮಕ್ಕಳು, ಗಂಡು ಮಕ್ಕಳು ಬಂದು ಇಲ್ಲಿ ಓದಬಹುದು. ಈ ಎಲ್ಲಾ ಕೆಲಸಗಳನ್ನು ಮಾಡಲು ಸ್ವಾಮೀಜಿಗಳು ಮುಂದಾಗಿರುವುದು ಸಂತಸದ ವಿಚಾರ. ಸರ್ಕಾರದಿಂದ 600 ಕುರುಬ ಸಮುದಾಯ ಭವನಗಳನ್ನು ಮಾಡಲು ಮುಂದಾಗಿದ್ದು, ಮೈಸೂರು, ಹುಬ್ಬಳ್ಳಿ, ಬೆಳಗಾವಿ, ದಾವಣಗೆರೆ ಸೇರಿ ರಾಜ್ಯದ ಹಲವು ಕಡೆ ಹಾಸ್ಟೆಲ್ ನಿರ್ಮಾಣ ಮಾಡಲಾಗುತ್ತಿದೆ. (34, 1612, 279, 1945)
section-banner-label: ಮೊದಲನೇ ಪುಟದಿಂದ (34, 1520, 240, 1554)
tribute-headline: ರಾವ್ ಬಹದ್ದೂರ್ ವೈ. ಮಹಾಬಲೇಶ್ವರಪ್ಪ ಅವರ ಸ್ಮರಣೆ (1124, 183, 1469, 205)
page-number: 2 (44, 103, 71, 161)
tribute-text: ■ ಸುದ್ದಿಮೂಲ ವಾರ್ತೆ ಬಳ್ಳಾರಿ, ನ.12: ವೀರಶೈವ ವಿದ್ಯಾವರ್ಧಕ ಸಂಘದ ಸಂಸ್ಥಾಪಕ ರಾವ್ ಬಹದ್ದೂರ್ ವೈ. ಮಹಾಬಲೇಶ್ವರಪ್ಪ ಅವರ ಪುಣ್ಯ ತಿಥಿಯನ್ನು ವೀರಶೈವ ವಿದ್ಯಾವರ್ಧಕ ಸಂಘದ ರಾವ್ ಬಹದ್ದೂರ್ ವೈ. ಮಹಾಬಲೇಶ್ವರಪ್ಪ ತಾಂತ್ರಿಕ ಮಹಾವಿದ್ಯಾಲಯದಲ್ಲಿ ಬುಧವಾರ ಶ್ರದ್ಧೆ-ಭಕ್ತಿಯಿಂದ ಆಚರಿಸಲಾಯಿತು. (1124, 401, 1474, 475)
gadinada-column-1: ■ ಸುದ್ದಿಮೂಲ ವಾರ್ತೆ ರಾಯಚೂರು, ನ.12: ರಾಯಚೂರು ಜಿಲ್ಲೆಯ ಗಡಿಗೆ ಹೊಂದಿಕೊಂಡ ತೆಲಂಗಾಣದ 13 ಗ್ರಾಮಗಳ ಕನ್ನಡ ಶಾಲೆಗಳಲ್ಲಿ ಅಭ್ಯಾಸ ಮಾಡಿದ ವಿದ್ಯಾರ್ಥಿಗಳ ಉನ್ನತ ವ್ಯಾಸಂಗಕ್ಕೆ ಕರ್ನಾಟಕದಲ್ಲಿ ಎದುರಾಗುತ್ತಿರುವ ತಾಂತ್ರಿಕ ಸಮಸ್ಯೆ ಪರಿಹರಿಸಲು ಸರ್ಕಾರ ಮುಂದೆ ಪ್ರವೇಶಿಸಲು ಕ್ಷೇತ್ರ ಮಂಡಲದ ವಿದ್ಯಾರ್ಥಿ ಸಂಘ ಒತ್ತಾಯಿಸಿದೆ. ಇಂದು ಜಿಲ್ಲಾಧಿಕಾರಿ ಕಿವಿಶಿಲ್ ಅವರ ಭೇಟಿಯಾದ ಪಾಲಕರು ಹಾಗೂ ಮಕ್ಕಳ ಆಗಿತ್ತು ರುವ ತಾಂತ್ರಿಕ ಸಮಸ್ಯೆಗಳ ಕುರಿತು ಮಾಹಿತಿ ನೀಡಿದರು. 1956 ರಲ್ಲಿ ಭಾಷಾವಾರು ರಾಜ್ಯಗಳ ವಿಂಗಡಣೆಯಾದ ನಂತರ ರಾಯಚೂರು ಜಿಲ್ಲೆಗೆ ಹೊಂದಿಕೊಂಡಿರುವ ತೆಲಂಗಾಣದ ರಾಜ್ಯದ ನಾರಾಯಣಪೇಟೆ ಜಿಲ್ಲೆಯ ಕೃಷ್ಣ ಮಂಡಲ(ತಾಲೂಕು)ದಲ್ಲಿ ಗ್ರಾಮಗಳಲ್ಲಿ 13 ಶಾಲೆಗಳು ಕನ್ನಡ ಮಾಧ್ಯಮದಲ್ಲಿ ನಡೆಯುತ್ತಿದ್ದು ಪ್ರತಿ ವರ್ಷ 150 ವಿದ್ಯಾರ್ಥಿ 10ನೇ ತರಗತಿ ಉತ್ತೀರ್ಣರಾಗಿ ಕರ್ನಾಟಕದಲ್ಲಿ ಉನ್ನತ ವ್ಯಾಸಂಗಕ್ಕಾಗಿ ಪ್ರವೇಶಪಡೆಯಲು ಪಡೆದಿದ್ದಾರೆ. ಆದರೆ ವಿದ್ಯಾರ್ಥಿಗಳು ಕರ್ನಾಟಕ (34, 740, 273, 1144)
citation-case: Cri.Misc.No. 3392/2025 (1231, 1945, 1367, 1959)
raichur-award-byline: ■ ಸುದ್ದಿಮೂಲ ವಾರ್ತೆ ರಾಯಚೂರು, ನ.12: (822, 1601, 1006, 1638)
kharge-photo-scene (285, 1198, 398, 1312)
award-column-rule (814, 1520, 815, 2413)
citation-3 (1124, 1892, 1474, 2412)
newspaper-logo: ಸುದ್ದಿಮೂಲ (1308, 105, 1474, 156)
facebook-icon: f (1010, 112, 1023, 124)
citation-petitioners: Petitioners : 1) Manappa S/o. Hanamanta, Age : 63 Years, Occ : Agri. 2) Ningappa S/o. Hanamanta, Age : 60 Years, Occ : Agri. 3) Kenchamma D/o. Hanamanta, (W/o. Ayyappa) Age : 58 Years, Occ : House-hold. 4) Ishwaramma D/o. Hanamanta, (W/o. Bhimaraya) Age : 56 Years, Occ : House-hold. All are R/o. Devaragonal, Tq : Shorapur, Dist : Yadagir. (1133, 1961, 1465, 2051)
lead-intro: ರಾಯಚೂರು ನಗರದ ವಿವಿಧ ಬಡಾವಣೆ, ಪ್ರದೇಶಗಳಿಗೆ ಪಾಲಿಕೆ ಆಯುಕ್ತರ ನೇತೃತ್ವದ ಅಧಿಕಾರಿಗಳ ತಂಡ ಅನಿರೀಕ್ಷಿತ ಭೇಟಿ ಮಾಡಿ ವಿವಿಧ ಕಾಮಗಾರಿಗಳ ಪರಿಶೀಲಿಸಿತು. (34, 331, 296, 389)
award-photo-scene (1013, 1602, 1110, 1722)
citation-1 (1124, 933, 1474, 1388)
notice-title: ಪ್ರಕಟಣೆ (1263, 599, 1335, 623)
block-congress-photo (856, 1198, 1110, 1465)
twitter-icon (1010, 134, 1023, 147)
